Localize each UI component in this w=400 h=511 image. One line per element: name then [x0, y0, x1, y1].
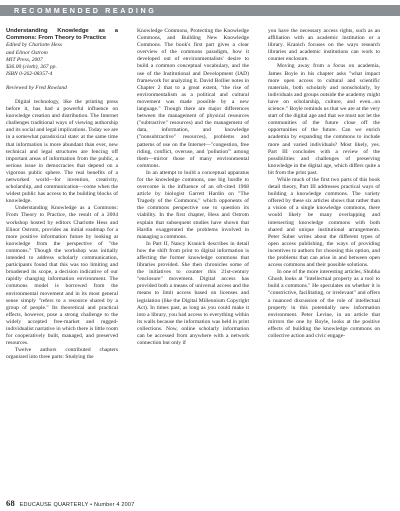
page-footer: [6, 498, 134, 508]
section-banner-label: RECOMMENDED READING: [14, 6, 157, 15]
paragraph: In one of the more interesting articles, Shubha Ghosh looks at "intellectual property as a tool to build a commons." He speculates on whether it is "constrictive, facilitating, or irrelevant" and offers a nuanced discussion of the role of intellectual property in this potentially new information environment. Peter Levine, in an article that mirrors the one by Boyle, looks at the positive effects of building the knowledge commons on collective action and civic engage-: [268, 269, 380, 340]
paragraph: Knowledge Commons, Protecting the Knowledge Commons, and Building New Knowledge Commons. The book's first part gives a clear overview of the commons paradigm, how it developed out of environmentalists' desire to build a common conceptual vocabulary, and the use of the Institutional and Development (IAD) framework for analyzing it. David Bollier notes in Chapter 2 that to a great extent, "the rise of environmentalism as a political and cultural movement was made possible by a new language." Though there are major differences between the management of physical resources ("subtractive" resources) and the management of data, information, and knowledge ("nonsubtractive" resources), problems and patterns of use on the Internet—"congestion, free riding, conflict, overuse, and 'pollution'" among them—mirror those of many environmental commons.: [137, 28, 249, 169]
footer-separator: •: [90, 502, 94, 508]
book-editors-line-2: and Elinor Ostrom: [6, 49, 48, 56]
section-banner: [0, 5, 400, 16]
paragraph: Twelve authors contributed chapters organized into three parts: Studying the: [6, 347, 118, 361]
paragraph: Understanding Knowledge as a Commons: From Theory to Practice, the result of a 2004 workshop hosted by editors Charlotte Hess and Elinor Ostrom, provides an initial roadmap for a more positive information future by looking at knowledge from the perspective of "the commons." Though the workshop was initially intended to address scholarly communication, participants found that this was too limiting and broadened its scope, a decision indicative of our rapidly changing information environment. The commons model is borrowed from the environmental movement and in its most general sense simply "refers to a resource shared by a group of people." Its theoretical and practical effects, however, pose a strong challenge to the widely accepted free-market and rugged-individualist narrative in which there is little room for cooperatively built, managed, and preserved resources.: [6, 205, 118, 347]
column-3: [268, 28, 380, 340]
column-2: [137, 28, 249, 347]
issue-label: Number 4 2007: [93, 502, 135, 508]
book-price: $36.00 (cloth), 367 pp.: [6, 63, 57, 70]
reviewer-credit: Reviewed by Fred Rowland: [6, 84, 67, 91]
paragraph: In an attempt to build a conceptual apparatus for the knowledge commons, one big hurdle to overcome is the influence of an oft-cited 1968 article by biologist Garrett Hardin on "The Tragedy of the Commons," which opponents of the commons perspective use to question its viability. In the first chapter, Hess and Ostrom explain that subsequent studies have shown that Hardin exaggerated the problems involved in managing a commons.: [137, 169, 249, 240]
book-editors-line-1: Edited by Charlotte Hess: [6, 42, 62, 49]
paragraph: While much of the first two parts of this book detail theory, Part III addresses practical ways of building a knowledge commons. The variety offered by these six articles shows that rather than a vision of a single knowledge commons, there would likely be many overlapping and intersecting knowledge commons with both shared and unique institutional arrangements. Peter Suber writes about the different types of open access publishing, the ways of providing incentives to authors for choosing this option, and the problems that can arise in and between open access commons and their possible solutions.: [268, 176, 380, 269]
paragraph: you have the necessary access rights, such as an affiliation with an academic institution or a library. Kranich focuses on the ways research libraries and academic institutions can work to counter enclosure.: [268, 28, 380, 63]
page-number: 68: [6, 498, 15, 508]
book-meta: [6, 42, 118, 77]
column-1: [6, 28, 118, 361]
book-isbn: ISBN 0-262-08357-4: [6, 70, 53, 77]
paragraph: Digital technology, like the printing press before it, has had a powerful influence on knowledge creation and distribution. The Internet challenges traditional ways of viewing authorship and its social and legal implications. Today we are in a somewhat paradoxical state: at the same time that information is more abundant than ever, new technical and legal structures are fencing off important areas of information from the public, a serious issue in democracies that depend on a vigorous public sphere. The real benefits of a networked world—for invention, creativity, scholarship, and communication—come when the widest public has access to the building blocks of knowledge.: [6, 98, 118, 205]
book-publisher: MIT Press, 2007: [6, 56, 43, 63]
publication-name: EDUCAUSE QUARTERLY: [19, 502, 89, 508]
paragraph: In Part II, Nancy Kranich describes in detail how the shift from print to digital information is affecting the former knowledge commons that libraries provided. She then chronicles some of the initiatives to counter this 21st-century "enclosure" movement. Digital access has provided both a means of universal access and the means to limit access based on licenses and legislation (like the Digital Millennium Copyright Act). In times past, as long as you could make it into a library, you had access to everything within its walls because the information was held in print collections. Now, online scholarly information can be accessed from anywhere with a network connection but only if: [137, 240, 249, 347]
book-title: Understanding Knowledge as a Commons: From Theory to Practice: [6, 28, 118, 42]
paragraph: Moving away from a focus on academia, James Boyle in his chapter asks "what impact more open access to cultural and scientific materials, both scholarly and nonscholarly, by individuals and groups outside the academy might have on scholarship, culture, and even...on science." Boyle reminds us that we are at the very start of the digital age and that we must not let the communities of the future close off the opportunities of the future. Can we enrich academia by expanding the commons to include more and varied individuals? Most likely, yes. Part III concludes with a review of the possibilities and challenges of preserving knowledge in the digital age, which differs quite a bit from the print past.: [268, 63, 380, 176]
